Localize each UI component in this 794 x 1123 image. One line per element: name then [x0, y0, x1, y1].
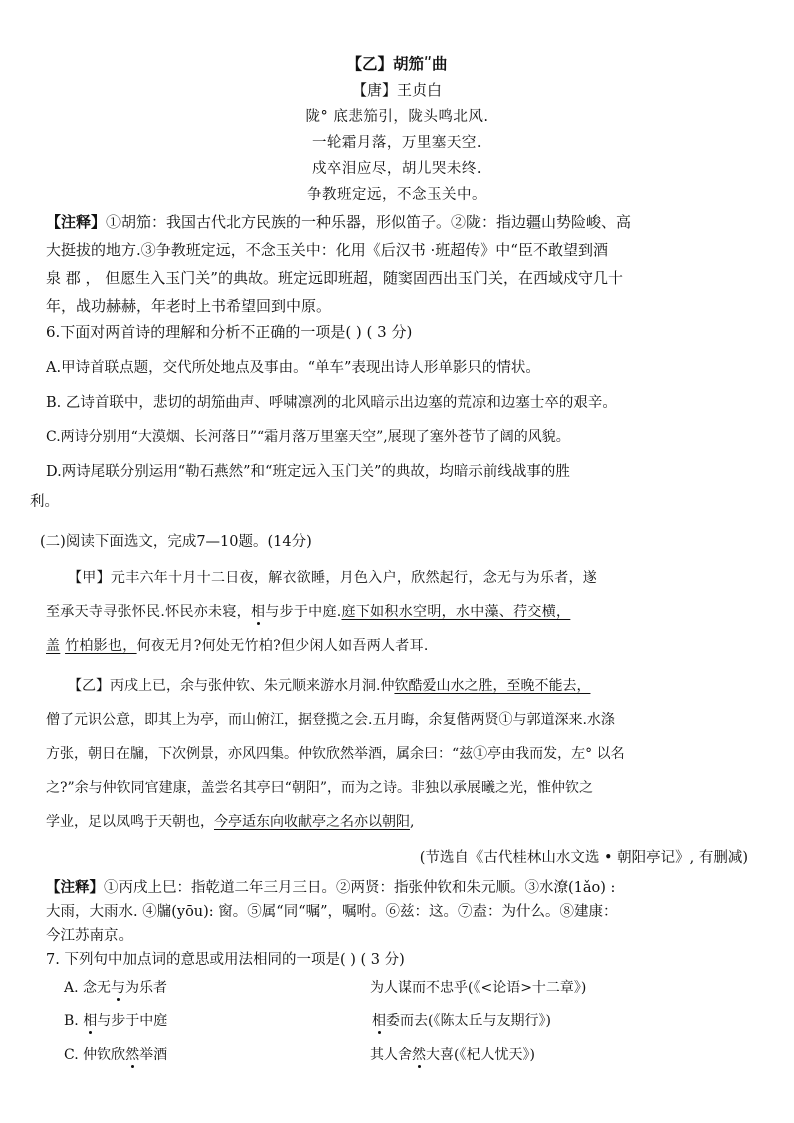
yi-line-4: 之?”余与仲钦同官建康，盖尝名其亭曰“朝阳”，而为之诗。非独以承展曦之光，惟仲钦之 — [46, 780, 593, 796]
q7-stem: 7. 下列句中加点词的意思或用法相同的一项是( ) ( 3 分) — [46, 952, 405, 968]
underlined-sentence: 今亭适东向收献亭之名亦以朝阳 — [214, 814, 410, 830]
dotted-word: 相 — [372, 1013, 386, 1029]
notes-b-line-2: 大挺拔的地方.③争教班定远，不念玉关中：化用《后汉书 ·班超传》中“臣不敢望到酒 — [46, 241, 608, 259]
q6-option-c: C.两诗分别用“大漠烟、长河落日”“霜月落万里塞天空”,展现了塞外苍节了阔的风貌。 — [46, 429, 570, 445]
notes-label: 【注释】 — [46, 213, 107, 231]
section-2-heading: (二)阅读下面选文，完成7—10题。(14分) — [40, 534, 312, 550]
dotted-word: 然 — [125, 1047, 140, 1063]
poem-line-4: 争教班定远，不念玉关中。 — [307, 187, 487, 203]
q6-option-a: A.甲诗首联点题，交代所处地点及事由。“单车”表现出诗人形单影只的情状。 — [46, 360, 540, 376]
yi-line-3: 方张，朝日在牖，下次例景，亦风四集。仲钦欣然举酒，属余曰：“兹①亭由我而发，左° 以名 — [46, 746, 625, 762]
notes-label: 【注释】 — [46, 879, 104, 896]
dotted-word: 然 — [412, 1047, 426, 1063]
notes-b-line-1: 【注释】①胡笳：我国古代北方民族的一种乐器，形似笛子。②陇：指边疆山势险峻、高 — [46, 213, 632, 231]
underlined-sentence: 钦酷爱山水之胜，至晚不能去， — [394, 678, 591, 694]
q6-stem: 6.下面对两首诗的理解和分析不正确的一项是( ) ( 3 分) — [46, 323, 413, 341]
notes-b-line-3: 泉 郡 ， 但愿生入玉门关”的典故。班定远即班超，随窦固西出玉门关，在西域戍守几十 — [46, 269, 623, 287]
notes-b-line-4: 年，战功赫赫，年老时上书希望回到中原。 — [46, 297, 332, 315]
q6-option-d-line-1: D.两诗尾联分别运用“勒石燕然”和“班定远入玉门关”的典故，均暗示前线战事的胜 — [46, 464, 570, 480]
q6-option-b: B. 乙诗首联中，悲切的胡笳曲声、呼啸凛冽的北风暗示出边塞的荒凉和边塞士卒的艰辛。 — [46, 395, 617, 411]
q7-option-c-left: C. 仲钦欣然举酒 — [64, 1047, 168, 1063]
jia-line-1: 【甲】元丰六年十月十二日夜，解衣欲睡，月色入户，欣然起行，念无与为乐者，遂 — [68, 570, 598, 586]
notes-yi-line-3: 今江苏南京。 — [46, 928, 133, 944]
q6-option-d-line-2: 利。 — [30, 494, 59, 510]
dotted-word: 相 — [83, 1013, 98, 1029]
underlined-sentence: 竹柏影也， — [65, 638, 137, 654]
q7-option-b-left: B. 相与步于中庭 — [64, 1013, 168, 1029]
jia-line-3: 盖 竹柏影也，何夜无月?何处无竹柏?但少闲人如吾两人者耳. — [46, 638, 429, 654]
dotted-word: 与 — [111, 980, 126, 996]
yi-line-2: 僧了元识公意，即其上为亭，而山俯江，据登揽之会.五月晦，余复偕两贤①与郭道深来.水涤 — [46, 712, 615, 728]
poem-line-1: 陇° 底悲笳引，陇头鸣北风. — [305, 109, 489, 125]
poem-title: 【乙】胡笳ʺ曲 — [346, 54, 448, 73]
poem-line-3: 戍卒泪应尽，胡儿哭未终. — [311, 161, 483, 177]
notes-yi-line-2: 大雨，大雨水. ④牖(yōu): 窗。⑤属“同“嘱”，嘱咐。⑥兹：这。⑦盍：为什么。⑧建康： — [46, 904, 618, 920]
yi-line-1: 【乙】丙戌上已，余与张仲钦、朱元顺来游水月洞.仲钦酷爱山水之胜，至晚不能去， — [68, 678, 591, 694]
jia-line-2: 至承天寺寻张怀民.怀民亦未寝，相与步于中庭.庭下如积水空明，水中藻、荇交横， — [46, 604, 571, 620]
dotted-word: 相 — [250, 604, 266, 620]
notes-yi-line-1: 【注释】①丙戌上巳：指乾道二年三月三日。②两贤：指张仲钦和朱元顺。③水潦(1ǎo) : — [46, 879, 616, 896]
q7-option-b-right: 相委而去(《陈太丘与友期行》) — [372, 1013, 551, 1029]
passage-source: (节选自《古代桂林山水文选 • 朝阳亭记》, 有删减) — [419, 850, 748, 866]
q7-option-c-right: 其人舍然大喜(《杞人忧天》) — [370, 1047, 535, 1063]
q7-option-a-right: 为人谋而不忠乎(《<论语>十二章》) — [370, 980, 587, 996]
underlined-sentence: 庭下如积水空明，水中藻、荇交横， — [341, 604, 571, 620]
yi-line-5: 学业，足以凤鸣于天朝也，今亭适东向收献亭之名亦以朝阳, — [46, 814, 415, 830]
poem-line-2: 一轮霜月落，万里塞天空. — [311, 135, 483, 151]
q7-option-a-left: A. 念无与为乐者 — [64, 980, 168, 996]
poem-author: 【唐】王贞白 — [351, 81, 442, 99]
